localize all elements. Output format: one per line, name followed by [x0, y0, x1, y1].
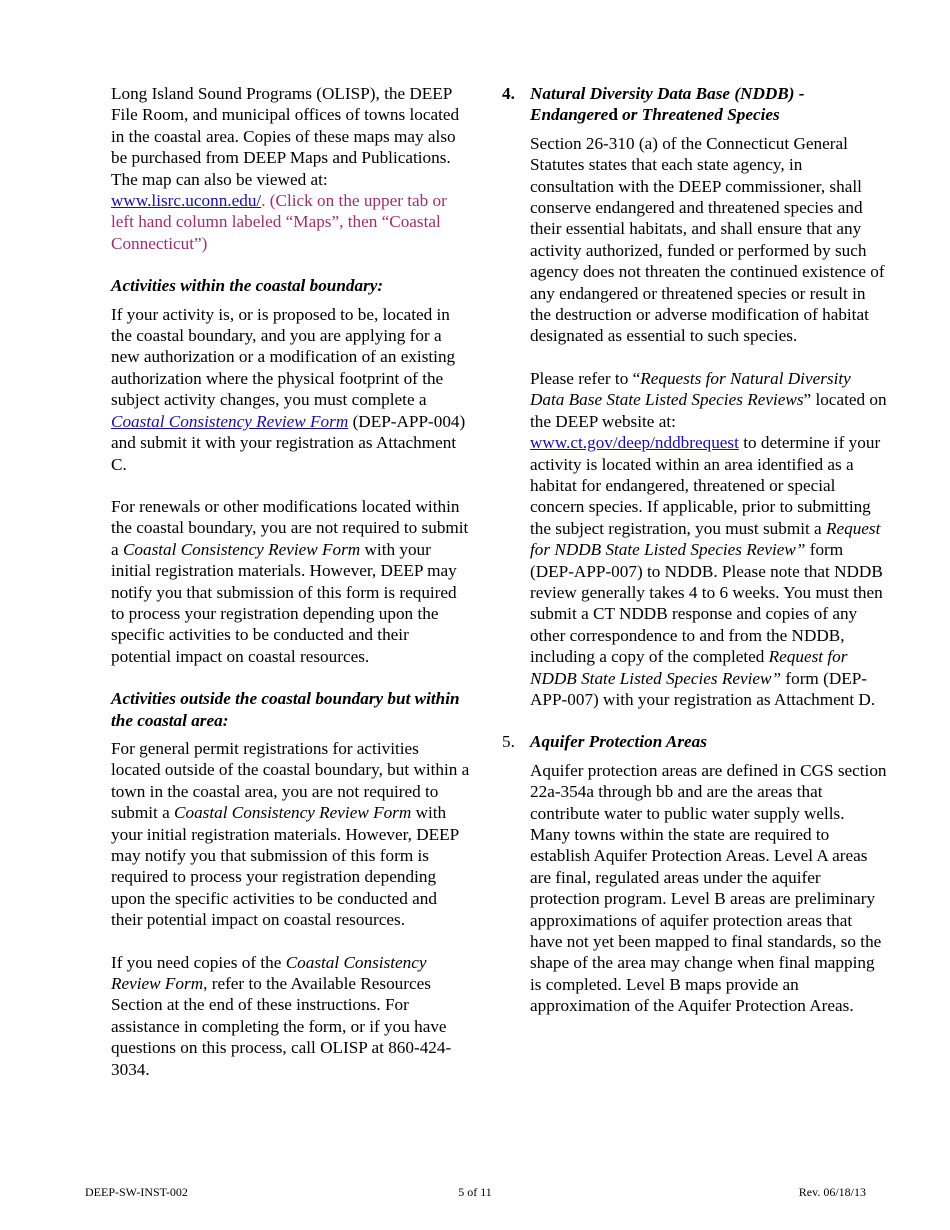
nddb-request-link[interactable]: www.ct.gov/deep/nddbrequest: [530, 433, 739, 453]
section-5-number: 5.: [502, 732, 515, 752]
footer-doc-id: DEEP-SW-INST-002: [85, 1185, 188, 1199]
outside-coastal-boundary-heading: Activities outside the coastal boundary but within the coastal area:: [111, 689, 460, 730]
within-coastal-boundary-heading: Activities within the coastal boundary:: [111, 276, 384, 296]
footer-page-number: 5 of 11: [458, 1185, 492, 1199]
lisrc-link[interactable]: www.lisrc.uconn.edu/: [111, 191, 262, 211]
section-4-heading: 4. Natural Diversity Data Base (NDDB) - Endangered or Threatened Species: [502, 84, 805, 125]
section-4-number: 4.: [502, 84, 515, 103]
section-5-heading: 5. Aquifer Protection Areas: [502, 732, 707, 752]
coastal-consistency-review-form-link[interactable]: Coastal Consistency Review Form: [111, 411, 349, 431]
outside-boundary-paragraph: For general permit registrations for activities located outside of the coastal boundary, but within a town in the coastal area, you are not required to submit a Coastal Consistency Review Form with your initial registration materials. However, DEEP may notify you that submission of this form is required to process your registration depending upon the specific activities to be conducted and their potential impact on coastal resources.: [111, 738, 470, 930]
within-boundary-paragraph: If your activity is, or is proposed to be, located in the coastal boundary, and you are applying for a new authorization or a modification of an existing authorization where the physical footprint of the subject activity changes, you must complete a Coastal Consistency Review Form (DEP-APP-004) and submit it with your registration as Attachment C.: [111, 304, 466, 474]
footer-revision: Rev. 06/18/13: [798, 1185, 866, 1199]
copies-paragraph: If you need copies of the Coastal Consistency Review Form, refer to the Available Resources Section at the end of these instructions. For assistance in completing the form, or if you have questions on this process, call OLISP at 860-424-3034.: [111, 952, 452, 1079]
right-column: [502, 83, 887, 1017]
maps-note: . (Click on the upper tab or left hand column labeled “Maps”, then “Coastal Connecticut”): [111, 191, 447, 253]
renewals-paragraph: For renewals or other modifications located within the coastal boundary, you are not required to submit a Coastal Consistency Review Form with your initial registration materials. However, DEEP may notify you that submission of this form is required to process your registration depending upon the specific activities to be conducted and their potential impact on coastal resources.: [111, 496, 469, 666]
coastal-maps-paragraph: Long Island Sound Programs (OLISP), the DEEP File Room, and municipal offices of towns located in the coastal area. Copies of these maps may also be purchased from DEEP Maps and Publications. The map can also be viewed at: www.lisrc.uconn.edu/. (Click on the upper tab or left hand column labeled “Maps”, then “Coastal Connecticut”): [111, 84, 460, 253]
nddb-request-paragraph: Please refer to “Requests for Natural Diversity Data Base State Listed Species Reviews” located on the DEEP website at: www.ct.gov/deep/nddbrequest to determine if your activity is located within an area identified as a habitat for endangered, threatened or special concern species. If applicable, prior to submitting the subject registration, you must submit a Request for NDDB State Listed Species Review” form (DEP-APP-007) to NDDB. Please note that NDDB review generally takes 4 to 6 weeks. You must then submit a CT NDDB response and copies of any other correspondence to and from the NDDB, including a copy of the completed Request for NDDB State Listed Species Review” form (DEP-APP-007) with your registration as Attachment D.: [530, 368, 887, 709]
aquifer-paragraph: Aquifer protection areas are defined in CGS section 22a-354a through bb and are the areas that contribute water to public water supply wells. Many towns within the state are required to establish Aquifer Protection Areas. Level A areas are final, regulated areas under the aquifer protection program. Level B areas are preliminary approximations of aquifer protection areas that have not yet been mapped to final standards, so the shape of the area may change when final mapping is completed. Level B maps provide an approximation of the Aquifer Protection Areas.: [530, 760, 887, 1016]
nddb-statute-paragraph: Section 26-310 (a) of the Connecticut General Statutes states that each state agency, in consultation with the DEEP commissioner, shall conserve endangered and threatened species and their essential habitats, and shall ensure that any activity authorized, funded or performed by such agency does not threaten the continued existence of any endangered or threatened species or result in the destruction or adverse modification of habitat designated as essential to such species.: [530, 133, 885, 346]
left-column: [111, 83, 471, 1080]
